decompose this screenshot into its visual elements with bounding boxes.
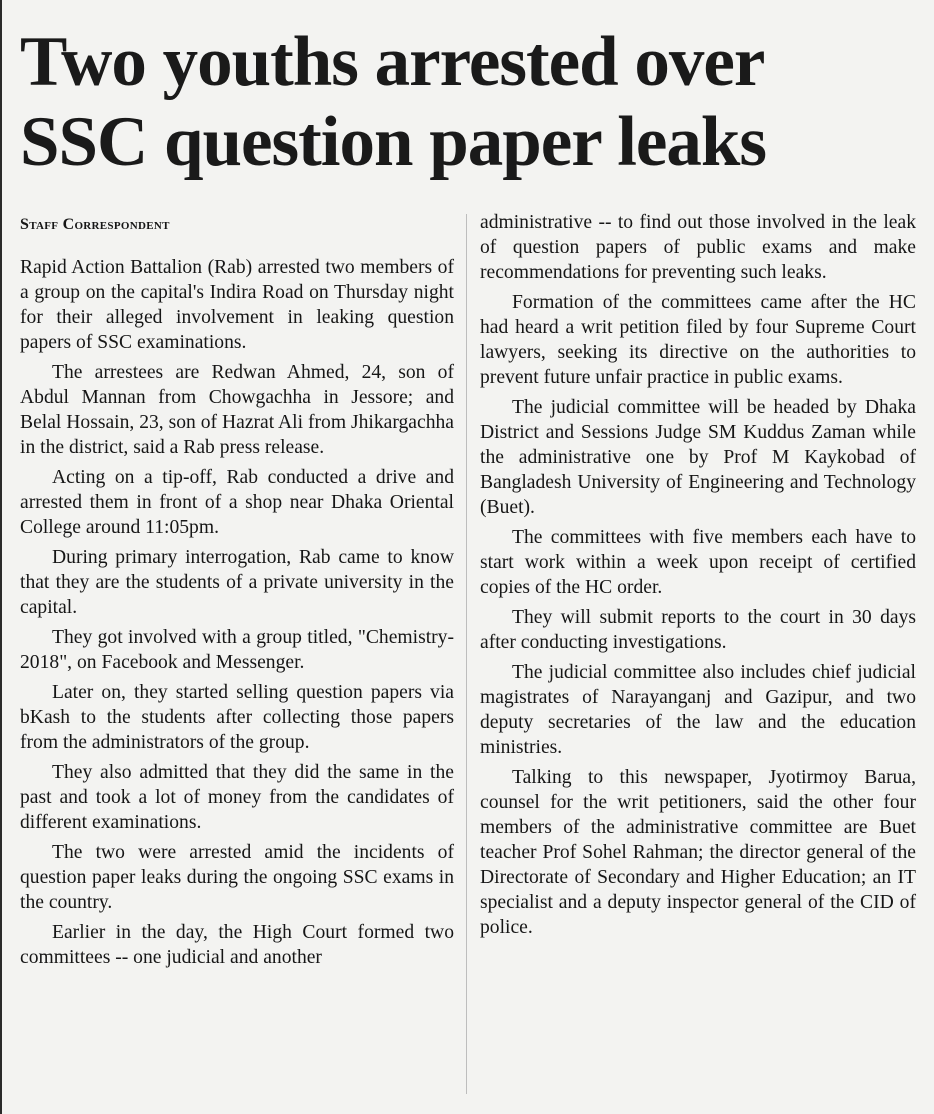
paragraph: Acting on a tip-off, Rab conducted a drive and arrested them in front of a shop near Dhaka Oriental College around 11:05pm.	[20, 467, 454, 538]
paragraph: The arrestees are Redwan Ahmed, 24, son of Abdul Mannan from Chowgachha in Jessore; and Belal Hossain, 23, son of Hazrat Ali from Jhikargachha in the district, said a Rab press release.	[20, 362, 454, 458]
paragraph: Earlier in the day, the High Court formed two committees -- one judicial and another	[20, 922, 454, 968]
headline	[20, 22, 920, 182]
article-column-right	[480, 210, 916, 945]
paragraph: They will submit reports to the court in 30 days after conducting investigations.	[480, 607, 916, 653]
paragraph: administrative -- to find out those involved in the leak of question papers of public exams and make recommendations for preventing such leaks.	[480, 212, 916, 283]
headline-line-1: Two youths arrested over	[20, 23, 765, 101]
paragraph: They also admitted that they did the same in the past and took a lot of money from the candidates of different examinations.	[20, 762, 454, 833]
paragraph: Formation of the committees came after the HC had heard a writ petition filed by four Supreme Court lawyers, seeking its directive on the authorities to prevent future unfair practice in public exams.	[480, 292, 916, 388]
paragraph: The committees with five members each have to start work within a week upon receipt of certified copies of the HC order.	[480, 527, 916, 598]
paragraph: The judicial committee also includes chief judicial magistrates of Narayanganj and Gazipur, and two deputy secretaries of the law and the education ministries.	[480, 662, 916, 758]
column-divider	[466, 214, 467, 1094]
paragraph: The judicial committee will be headed by Dhaka District and Sessions Judge SM Kuddus Zaman while the administrative one by Prof M Kaykobad of Bangladesh University of Engineering and Technology (Buet).	[480, 397, 916, 518]
paragraph: Talking to this newspaper, Jyotirmoy Barua, counsel for the writ petitioners, said the other four members of the administrative committee are Buet teacher Prof Sohel Rahman; the director general of the Directorate of Secondary and Higher Education; an IT specialist and a deputy inspector general of the CID of police.	[480, 767, 916, 938]
paragraph: During primary interrogation, Rab came to know that they are the students of a private university in the capital.	[20, 547, 454, 618]
article-column-left	[20, 210, 454, 975]
paragraph: The two were arrested amid the incidents of question paper leaks during the ongoing SSC exams in the country.	[20, 842, 454, 913]
paragraph: They got involved with a group titled, "Chemistry-2018", on Facebook and Messenger.	[20, 627, 454, 673]
headline-line-2: SSC question paper leaks	[20, 103, 767, 181]
paragraph: Rapid Action Battalion (Rab) arrested two members of a group on the capital's Indira Road on Thursday night for their alleged involvement in leaking question papers of SSC examinations.	[20, 257, 454, 353]
byline: Staff Correspondent	[20, 216, 170, 233]
paragraph: Later on, they started selling question papers via bKash to the students after collecting those papers from the administrators of the group.	[20, 682, 454, 753]
